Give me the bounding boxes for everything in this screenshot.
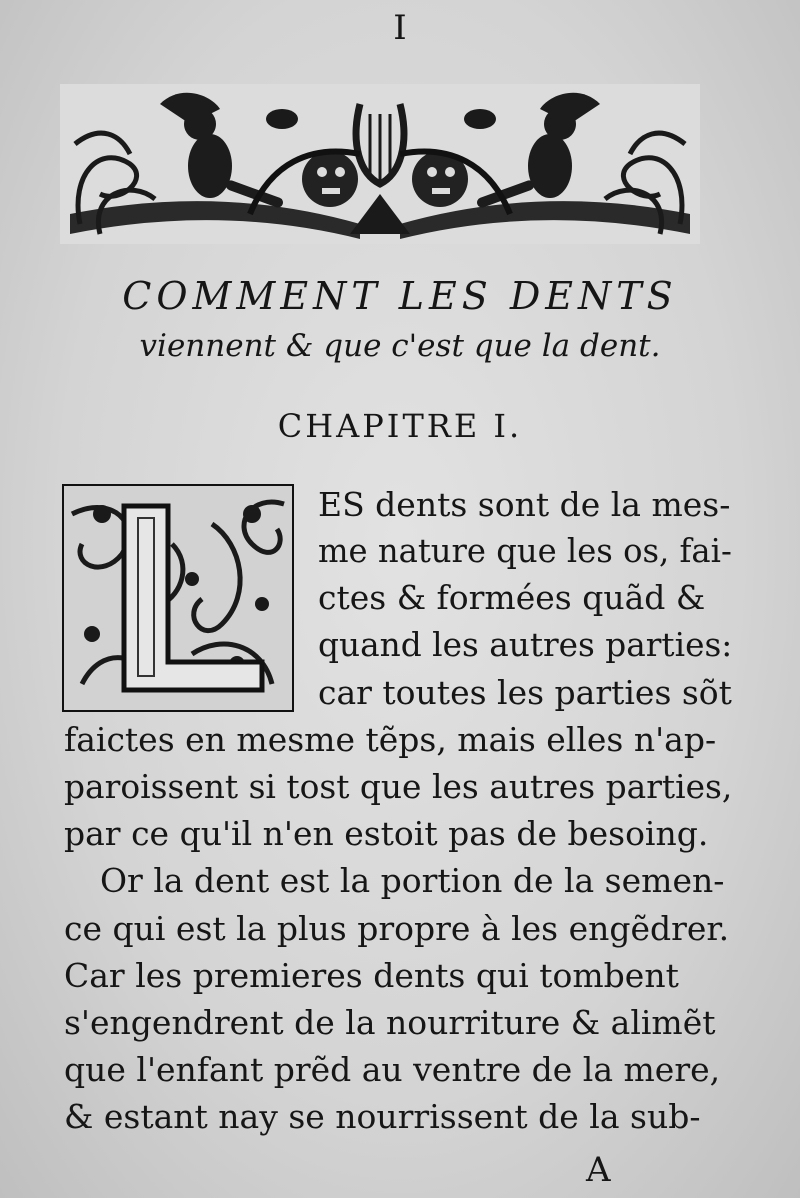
text-line: quand les autres parties:	[318, 625, 733, 664]
text-line: ES dents sont de la mes-	[318, 485, 731, 524]
text-line: & estant nay se nourrissent de la sub-	[64, 1097, 701, 1136]
text-line: car toutes les parties sõt	[318, 673, 732, 712]
chapter-number: CHAPITRE I.	[277, 407, 523, 445]
text-line: par ce qu'il n'en estoit pas de besoing.	[64, 814, 709, 853]
decorated-initial-L	[62, 484, 294, 712]
text-line: Or la dent est la portion de la semen-	[100, 861, 725, 900]
chapter-heading: COMMENT LES DENTS	[122, 274, 678, 318]
text-line: ce qui est la plus propre à les engẽdrer.	[64, 909, 730, 948]
text-line: paroissent si tost que les autres parties,	[64, 767, 733, 806]
text-line: s'engendrent de la nourriture & alimẽt	[64, 1003, 716, 1042]
chapter-subheading: viennent & que c'est que la dent.	[139, 328, 661, 364]
text-line: ctes & formées quãd &	[318, 578, 706, 617]
text-line: faictes en mesme tẽps, mais elles n'ap-	[64, 720, 717, 759]
woodcut-headpiece	[60, 84, 700, 244]
text-line: Car les premieres dents qui tombent	[64, 956, 679, 995]
text-line: me nature que les os, fai-	[318, 531, 732, 570]
text-line: que l'enfant prẽd au ventre de la mere,	[64, 1050, 721, 1089]
page-number: I	[393, 8, 407, 48]
signature-mark: A	[586, 1150, 611, 1190]
